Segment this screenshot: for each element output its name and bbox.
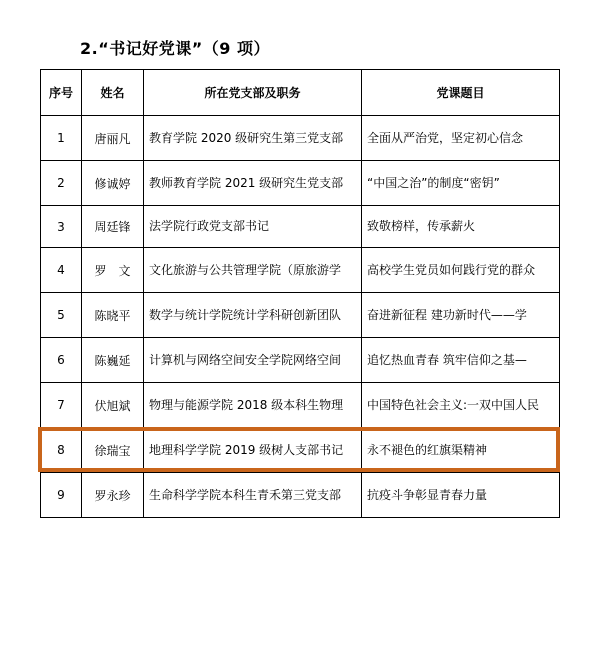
row-no: 3 <box>41 206 82 248</box>
row-no: 2 <box>41 161 82 206</box>
row-branch <box>144 293 362 338</box>
row-branch <box>144 473 362 518</box>
row-branch-text: 物理与能源学院 2018 级本科生物理 <box>149 397 344 412</box>
row-topic-text: 永不褪色的红旗渠精神 <box>367 442 488 457</box>
table-row <box>41 248 560 293</box>
table-row <box>41 473 560 518</box>
row-no: 1 <box>41 116 82 161</box>
row-topic <box>362 428 560 473</box>
table-row <box>41 161 560 206</box>
row-name: 周廷锋 <box>82 206 144 248</box>
row-branch <box>144 161 362 206</box>
row-no: 9 <box>41 473 82 518</box>
table-row <box>41 383 560 428</box>
row-topic <box>362 206 560 248</box>
row-branch <box>144 116 362 161</box>
row-branch <box>144 206 362 248</box>
table-header-row <box>41 70 560 116</box>
table-row <box>41 338 560 383</box>
row-topic-text: 致敬榜样，传承薪火 <box>367 219 476 233</box>
row-branch-text: 数学与统计学院统计学科研创新团队 <box>149 307 342 322</box>
row-topic-text: 全面从严治党，坚定初心信念 <box>367 130 524 145</box>
row-topic-text: 奋进新征程 建功新时代——学 <box>367 307 527 322</box>
row-branch-text: 法学院行政党支部书记 <box>149 219 270 233</box>
row-topic <box>362 293 560 338</box>
row-name: 徐瑞宝 <box>82 428 144 473</box>
table-row <box>41 428 560 473</box>
row-no: 7 <box>41 383 82 428</box>
row-branch <box>144 428 362 473</box>
row-name: 陈巍延 <box>82 338 144 383</box>
row-name: 伏旭斌 <box>82 383 144 428</box>
row-no: 5 <box>41 293 82 338</box>
header-no: 序号 <box>41 70 82 116</box>
row-topic <box>362 116 560 161</box>
row-name: 陈晓平 <box>82 293 144 338</box>
row-topic-text: 抗疫斗争彰显青春力量 <box>367 487 488 502</box>
table-row <box>41 116 560 161</box>
row-branch-text: 地理科学学院 2019 级树人支部书记 <box>149 442 344 457</box>
header-name: 姓名 <box>82 70 144 116</box>
row-topic <box>362 248 560 293</box>
row-branch-text: 计算机与网络空间安全学院网络空间 <box>149 352 342 367</box>
row-name: 修诚婷 <box>82 161 144 206</box>
row-name: 罗永珍 <box>82 473 144 518</box>
row-topic <box>362 161 560 206</box>
row-branch-text: 教师教育学院 2021 级研究生党支部 <box>149 175 344 190</box>
table-row <box>41 293 560 338</box>
row-topic <box>362 473 560 518</box>
row-topic-text: 追忆热血青春 筑牢信仰之基— <box>367 352 527 367</box>
row-topic-text: 中国特色社会主义:一双中国人民 <box>367 397 540 412</box>
row-no: 6 <box>41 338 82 383</box>
row-branch-text: 文化旅游与公共管理学院（原旅游学 <box>149 262 342 277</box>
row-topic-text: 高校学生党员如何践行党的群众 <box>367 262 536 277</box>
table-row <box>41 206 560 248</box>
row-topic-text: “中国之治”的制度“密钥” <box>367 175 500 190</box>
row-name: 罗 文 <box>82 248 144 293</box>
row-topic <box>362 383 560 428</box>
row-branch-text: 生命科学学院本科生青禾第三党支部 <box>149 487 342 502</box>
party-course-table <box>40 69 560 518</box>
row-branch <box>144 338 362 383</box>
row-branch <box>144 248 362 293</box>
header-topic: 党课题目 <box>362 70 560 116</box>
row-no: 8 <box>41 428 82 473</box>
section-heading: 2.“书记好党课”（9 项） <box>80 39 270 58</box>
row-topic <box>362 338 560 383</box>
header-branch: 所在党支部及职务 <box>144 70 362 116</box>
row-no: 4 <box>41 248 82 293</box>
row-branch <box>144 383 362 428</box>
row-branch-text: 教育学院 2020 级研究生第三党支部 <box>149 130 344 145</box>
row-name: 唐丽凡 <box>82 116 144 161</box>
